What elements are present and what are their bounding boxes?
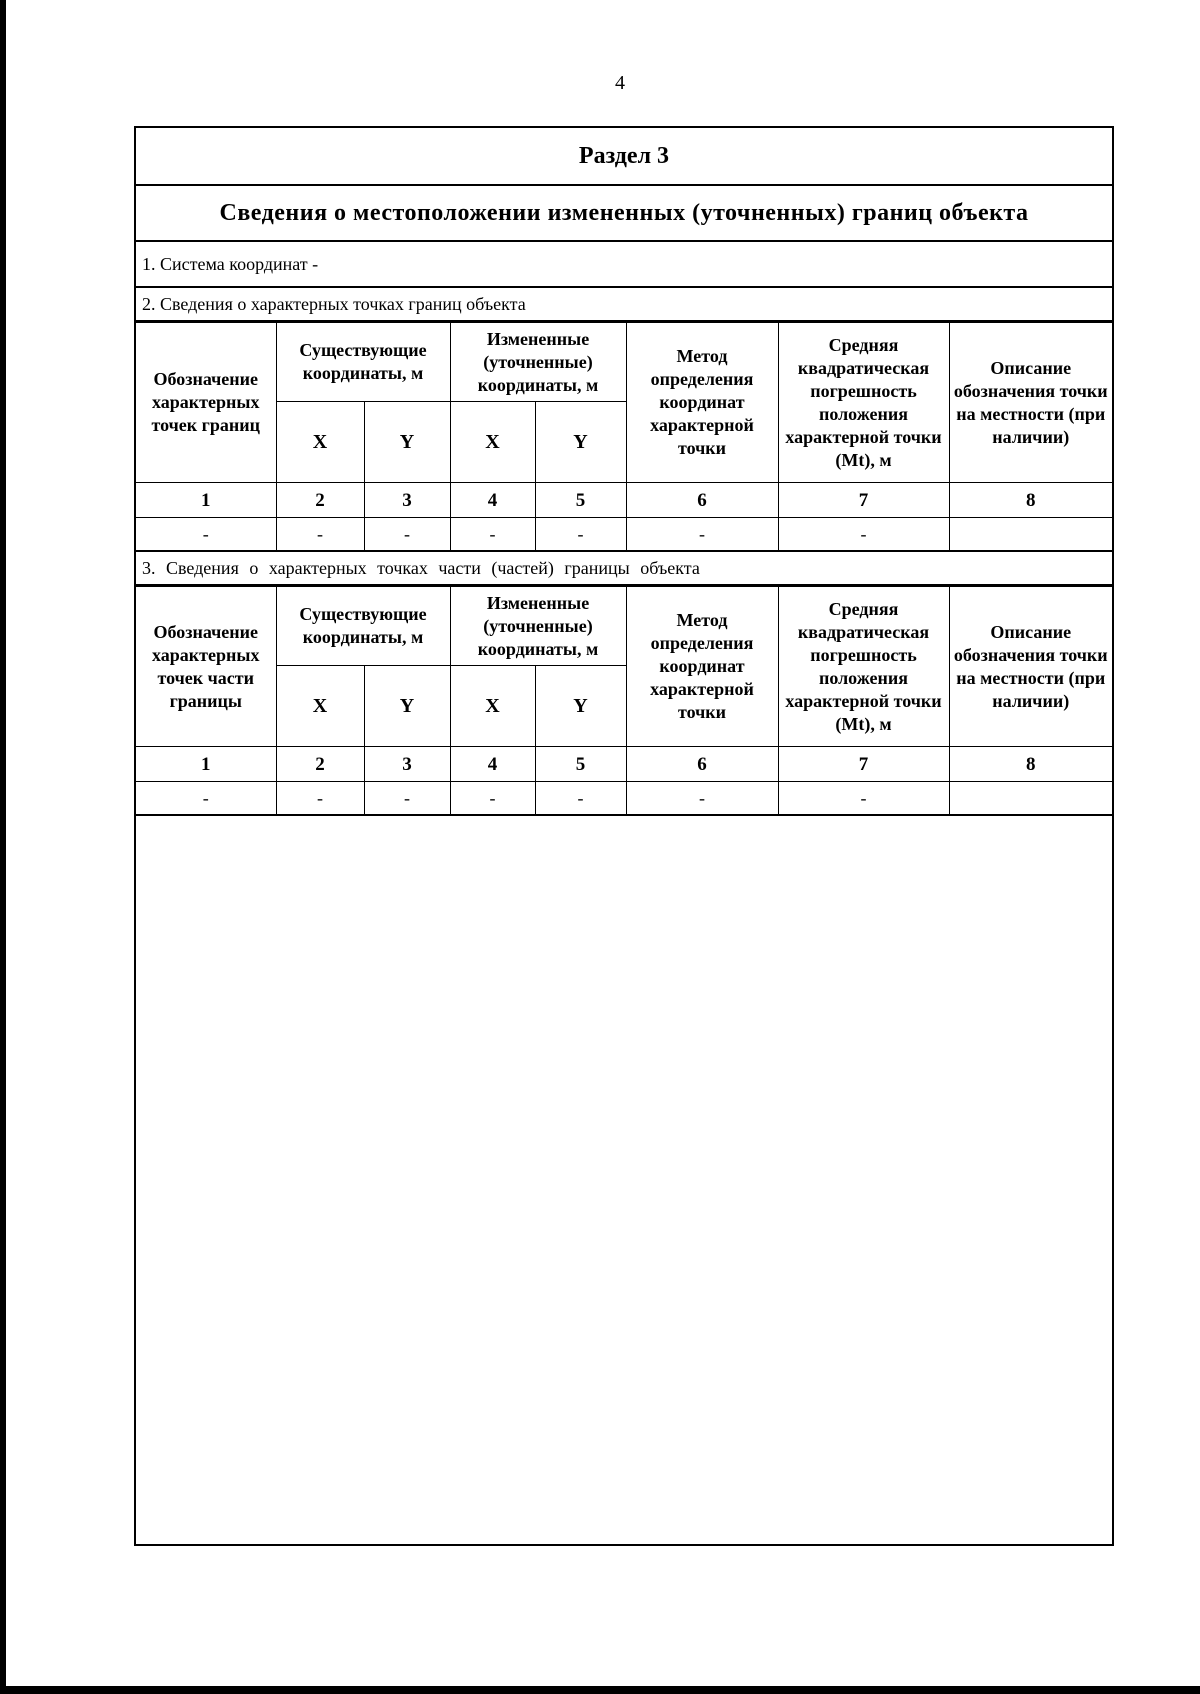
table1-header-existing-x: X — [276, 402, 364, 483]
section-frame — [134, 126, 1114, 1546]
table1-cell-changed-x: - — [450, 518, 535, 552]
table1-header-existing-y: Y — [364, 402, 450, 483]
table2-colnum-7: 7 — [778, 747, 949, 782]
table1-cell-error: - — [778, 518, 949, 552]
table2-cell-error: - — [778, 782, 949, 816]
table2-boundary-part-points — [136, 586, 1112, 816]
table1-header-designation: Обозначение характерных точек границ — [136, 323, 276, 483]
table2-header-existing-y: Y — [364, 666, 450, 747]
table1-cell-changed-y: - — [535, 518, 626, 552]
table2-cell-existing-x: - — [276, 782, 364, 816]
table2-cell-existing-y: - — [364, 782, 450, 816]
table-row — [136, 782, 1112, 816]
table1-colnum-1: 1 — [136, 483, 276, 518]
table1-caption: 2. Сведения о характерных точках границ объекта — [136, 288, 1112, 322]
table2-colnum-5: 5 — [535, 747, 626, 782]
table1-colnum-5: 5 — [535, 483, 626, 518]
table2-header-changed-x: X — [450, 666, 535, 747]
table1-colnum-4: 4 — [450, 483, 535, 518]
table2-cell-description — [949, 782, 1112, 816]
table1-boundary-points — [136, 322, 1112, 552]
table2-column-numbers — [136, 747, 1112, 782]
table2-header-method: Метод определения координат характерной точки — [626, 587, 778, 747]
table2-header-designation: Обозначение характерных точек части границы — [136, 587, 276, 747]
table2-cell-changed-x: - — [450, 782, 535, 816]
table1-colnum-3: 3 — [364, 483, 450, 518]
table2-colnum-2: 2 — [276, 747, 364, 782]
table1-header-description: Описание обозначения точки на местности (при наличии) — [949, 323, 1112, 483]
table1-header-method: Метод определения координат характерной точки — [626, 323, 778, 483]
scan-left-edge — [0, 0, 6, 1694]
table2-caption: 3. Сведения о характерных точках части (частей) границы объекта — [136, 552, 1112, 586]
table2-cell-method: - — [626, 782, 778, 816]
section-title: Раздел 3 — [136, 128, 1112, 186]
table1-header-changed-x: X — [450, 402, 535, 483]
coordinate-system-row: 1. Система координат - — [136, 242, 1112, 288]
table1-cell-designation: - — [136, 518, 276, 552]
table2-colnum-4: 4 — [450, 747, 535, 782]
table1-header-error: Средняя квадратическая погрешность положения характерной точки (Mt), м — [778, 323, 949, 483]
table2-colnum-3: 3 — [364, 747, 450, 782]
table2-header-changed-y: Y — [535, 666, 626, 747]
scan-bottom-edge — [0, 1686, 1200, 1694]
table2-header-row — [136, 587, 1112, 666]
table1-header-existing: Существующие координаты, м — [276, 323, 450, 402]
table1-header-changed: Измененные (уточненные) координаты, м — [450, 323, 626, 402]
table1-cell-description — [949, 518, 1112, 552]
table2-header-description: Описание обозначения точки на местности (при наличии) — [949, 587, 1112, 747]
section-subtitle: Сведения о местоположении измененных (уточненных) границ объекта — [136, 186, 1112, 242]
table2-colnum-6: 6 — [626, 747, 778, 782]
table2-cell-designation: - — [136, 782, 276, 816]
table2-header-existing: Существующие координаты, м — [276, 587, 450, 666]
table2-cell-changed-y: - — [535, 782, 626, 816]
table2-colnum-8: 8 — [949, 747, 1112, 782]
table1-colnum-2: 2 — [276, 483, 364, 518]
table1-colnum-8: 8 — [949, 483, 1112, 518]
page-number: 4 — [615, 72, 625, 94]
table2-colnum-1: 1 — [136, 747, 276, 782]
table2-header-existing-x: X — [276, 666, 364, 747]
table-row — [136, 518, 1112, 552]
table1-cell-existing-x: - — [276, 518, 364, 552]
table1-colnum-6: 6 — [626, 483, 778, 518]
table2-header-changed: Измененные (уточненные) координаты, м — [450, 587, 626, 666]
table1-cell-method: - — [626, 518, 778, 552]
table1-cell-existing-y: - — [364, 518, 450, 552]
table2-header-error: Средняя квадратическая погрешность положения характерной точки (Mt), м — [778, 587, 949, 747]
table1-header-changed-y: Y — [535, 402, 626, 483]
table1-column-numbers — [136, 483, 1112, 518]
table1-colnum-7: 7 — [778, 483, 949, 518]
table1-header-row — [136, 323, 1112, 402]
